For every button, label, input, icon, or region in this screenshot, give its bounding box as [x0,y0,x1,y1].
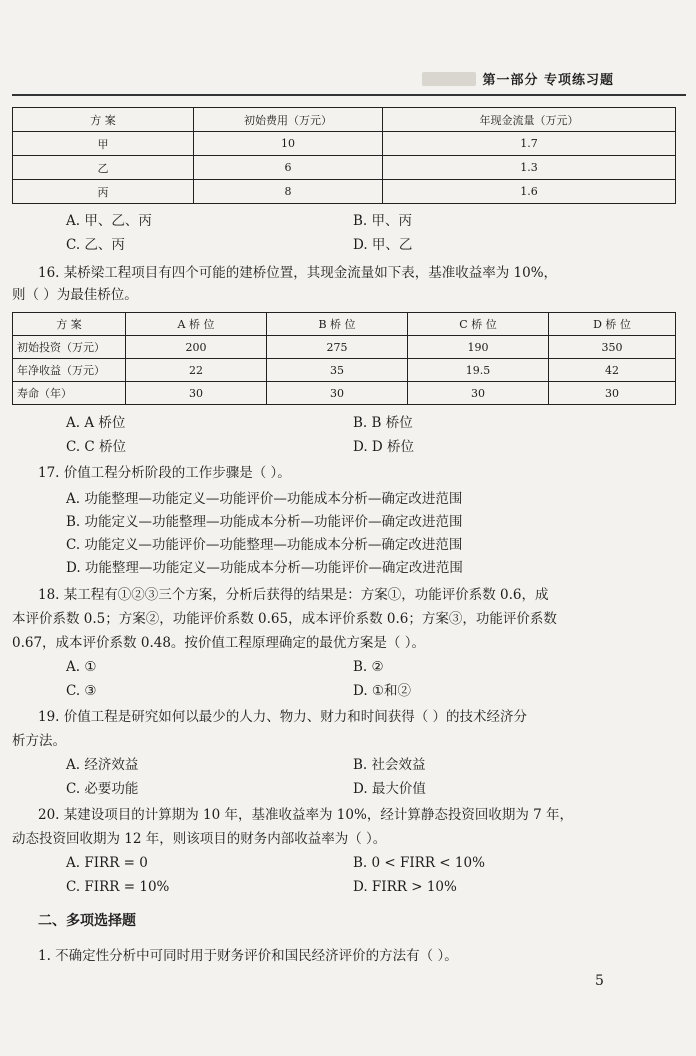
table-cell: 年净收益（万元） [13,359,126,382]
q20-option-a: A. FIRR = 0 [66,855,148,871]
table-cell: 350 [549,336,676,359]
q17-option-c: C. 功能定义—功能评价—功能整理—功能成本分析—确定改进范围 [66,537,463,553]
q17-option-a: A. 功能整理—功能定义—功能评价—功能成本分析—确定改进范围 [66,491,463,507]
table-cell: 275 [267,336,408,359]
header-decoration [422,72,476,86]
q15-option-d: D. 甲、乙 [353,237,413,253]
table-cell: 1.3 [383,156,676,180]
table-q16 [12,312,676,405]
q18-option-c: C. ③ [66,683,97,699]
table-cell: 6 [194,156,383,180]
table-row [13,180,676,204]
section-heading: 二、多项选择题 [38,913,136,929]
q19-option-b: B. 社会效益 [353,757,426,773]
table-cell: 1.7 [383,132,676,156]
table-row [13,382,676,405]
q20-option-b: B. 0 < FIRR < 10% [353,855,485,871]
q18-stem-line3: 0.67，成本评价系数 0.48。按价值工程原理确定的最优方案是（ ）。 [12,635,425,651]
table-cell: 30 [549,382,676,405]
table-cell: 丙 [13,180,194,204]
page-header [0,66,696,96]
table-cell: 22 [126,359,267,382]
table-header-row [13,108,676,132]
q17-stem: 17. 价值工程分析阶段的工作步骤是（ ）。 [38,465,291,481]
table-cell: 寿命（年） [13,382,126,405]
table-cell: 35 [267,359,408,382]
q18-stem-line2: 本评价系数 0.5；方案②，功能评价系数 0.65，成本评价系数 0.6；方案③，功能评价系数 [12,611,557,627]
q20-option-d: D. FIRR > 10% [353,879,457,895]
q16-option-d: D. D 桥位 [353,439,415,455]
table-cell: 乙 [13,156,194,180]
table-row [13,156,676,180]
table-header-cell: 方 案 [13,108,194,132]
q16-option-c: C. C 桥位 [66,439,127,455]
q15-option-c: C. 乙、丙 [66,237,125,253]
table-cell: 30 [267,382,408,405]
q19-stem-line2: 析方法。 [12,733,66,749]
table-cell: 初始投资（万元） [13,336,126,359]
q16-option-b: B. B 桥位 [353,415,413,431]
header-rule [12,94,686,96]
q20-stem-line2: 动态投资回收期为 12 年，则该项目的财务内部收益率为（ ）。 [12,831,387,847]
table-row [13,336,676,359]
table-header-cell: C 桥 位 [408,313,549,336]
q15-option-b: B. 甲、丙 [353,213,413,229]
table-header-cell: 方 案 [13,313,126,336]
header-section-title: 第一部分 专项练习题 [482,73,614,88]
table-cell: 19.5 [408,359,549,382]
q16-stem-line1: 16. 某桥梁工程项目有四个可能的建桥位置，其现金流量如下表，基准收益率为 10%， [38,265,558,281]
table-cell: 甲 [13,132,194,156]
q18-stem-line1: 18. 某工程有①②③三个方案，分析后获得的结果是：方案①，功能评价系数 0.6，成 [38,587,549,603]
table-header-row [13,313,676,336]
q15-option-a: A. 甲、乙、丙 [66,213,152,229]
table-header-cell: A 桥 位 [126,313,267,336]
q17-option-d: D. 功能整理—功能定义—功能成本分析—功能评价—确定改进范围 [66,560,463,576]
table-cell: 30 [126,382,267,405]
page-number: 5 [595,973,604,989]
q20-stem-line1: 20. 某建设项目的计算期为 10 年，基准收益率为 10%，经计算静态投资回收期为 7 年， [38,807,573,823]
table-cell: 1.6 [383,180,676,204]
table-cell: 30 [408,382,549,405]
table-cell: 190 [408,336,549,359]
table-header-cell: 年现金流量（万元） [383,108,676,132]
q19-stem-line1: 19. 价值工程是研究如何以最少的人力、物力、财力和时间获得（ ）的技术经济分 [38,709,528,725]
table-q15 [12,107,676,204]
q16-stem-line2: 则（ ）为最佳桥位。 [12,287,138,303]
q18-option-a: A. ① [66,659,97,675]
table-header-cell: B 桥 位 [267,313,408,336]
table-cell: 10 [194,132,383,156]
q19-option-d: D. 最大价值 [353,781,426,797]
table-header-cell: 初始费用（万元） [194,108,383,132]
table-cell: 42 [549,359,676,382]
table-header-cell: D 桥 位 [549,313,676,336]
q17-option-b: B. 功能定义—功能整理—功能成本分析—功能评价—确定改进范围 [66,514,463,530]
table-row [13,132,676,156]
q18-option-b: B. ② [353,659,384,675]
q19-option-a: A. 经济效益 [66,757,139,773]
table-row [13,359,676,382]
q19-option-c: C. 必要功能 [66,781,139,797]
table-cell: 200 [126,336,267,359]
q18-option-d: D. ①和② [353,683,412,699]
multi-q1-stem: 1. 不确定性分析中可同时用于财务评价和国民经济评价的方法有（ ）。 [38,948,458,964]
table-cell: 8 [194,180,383,204]
q16-option-a: A. A 桥位 [66,415,126,431]
q20-option-c: C. FIRR = 10% [66,879,170,895]
